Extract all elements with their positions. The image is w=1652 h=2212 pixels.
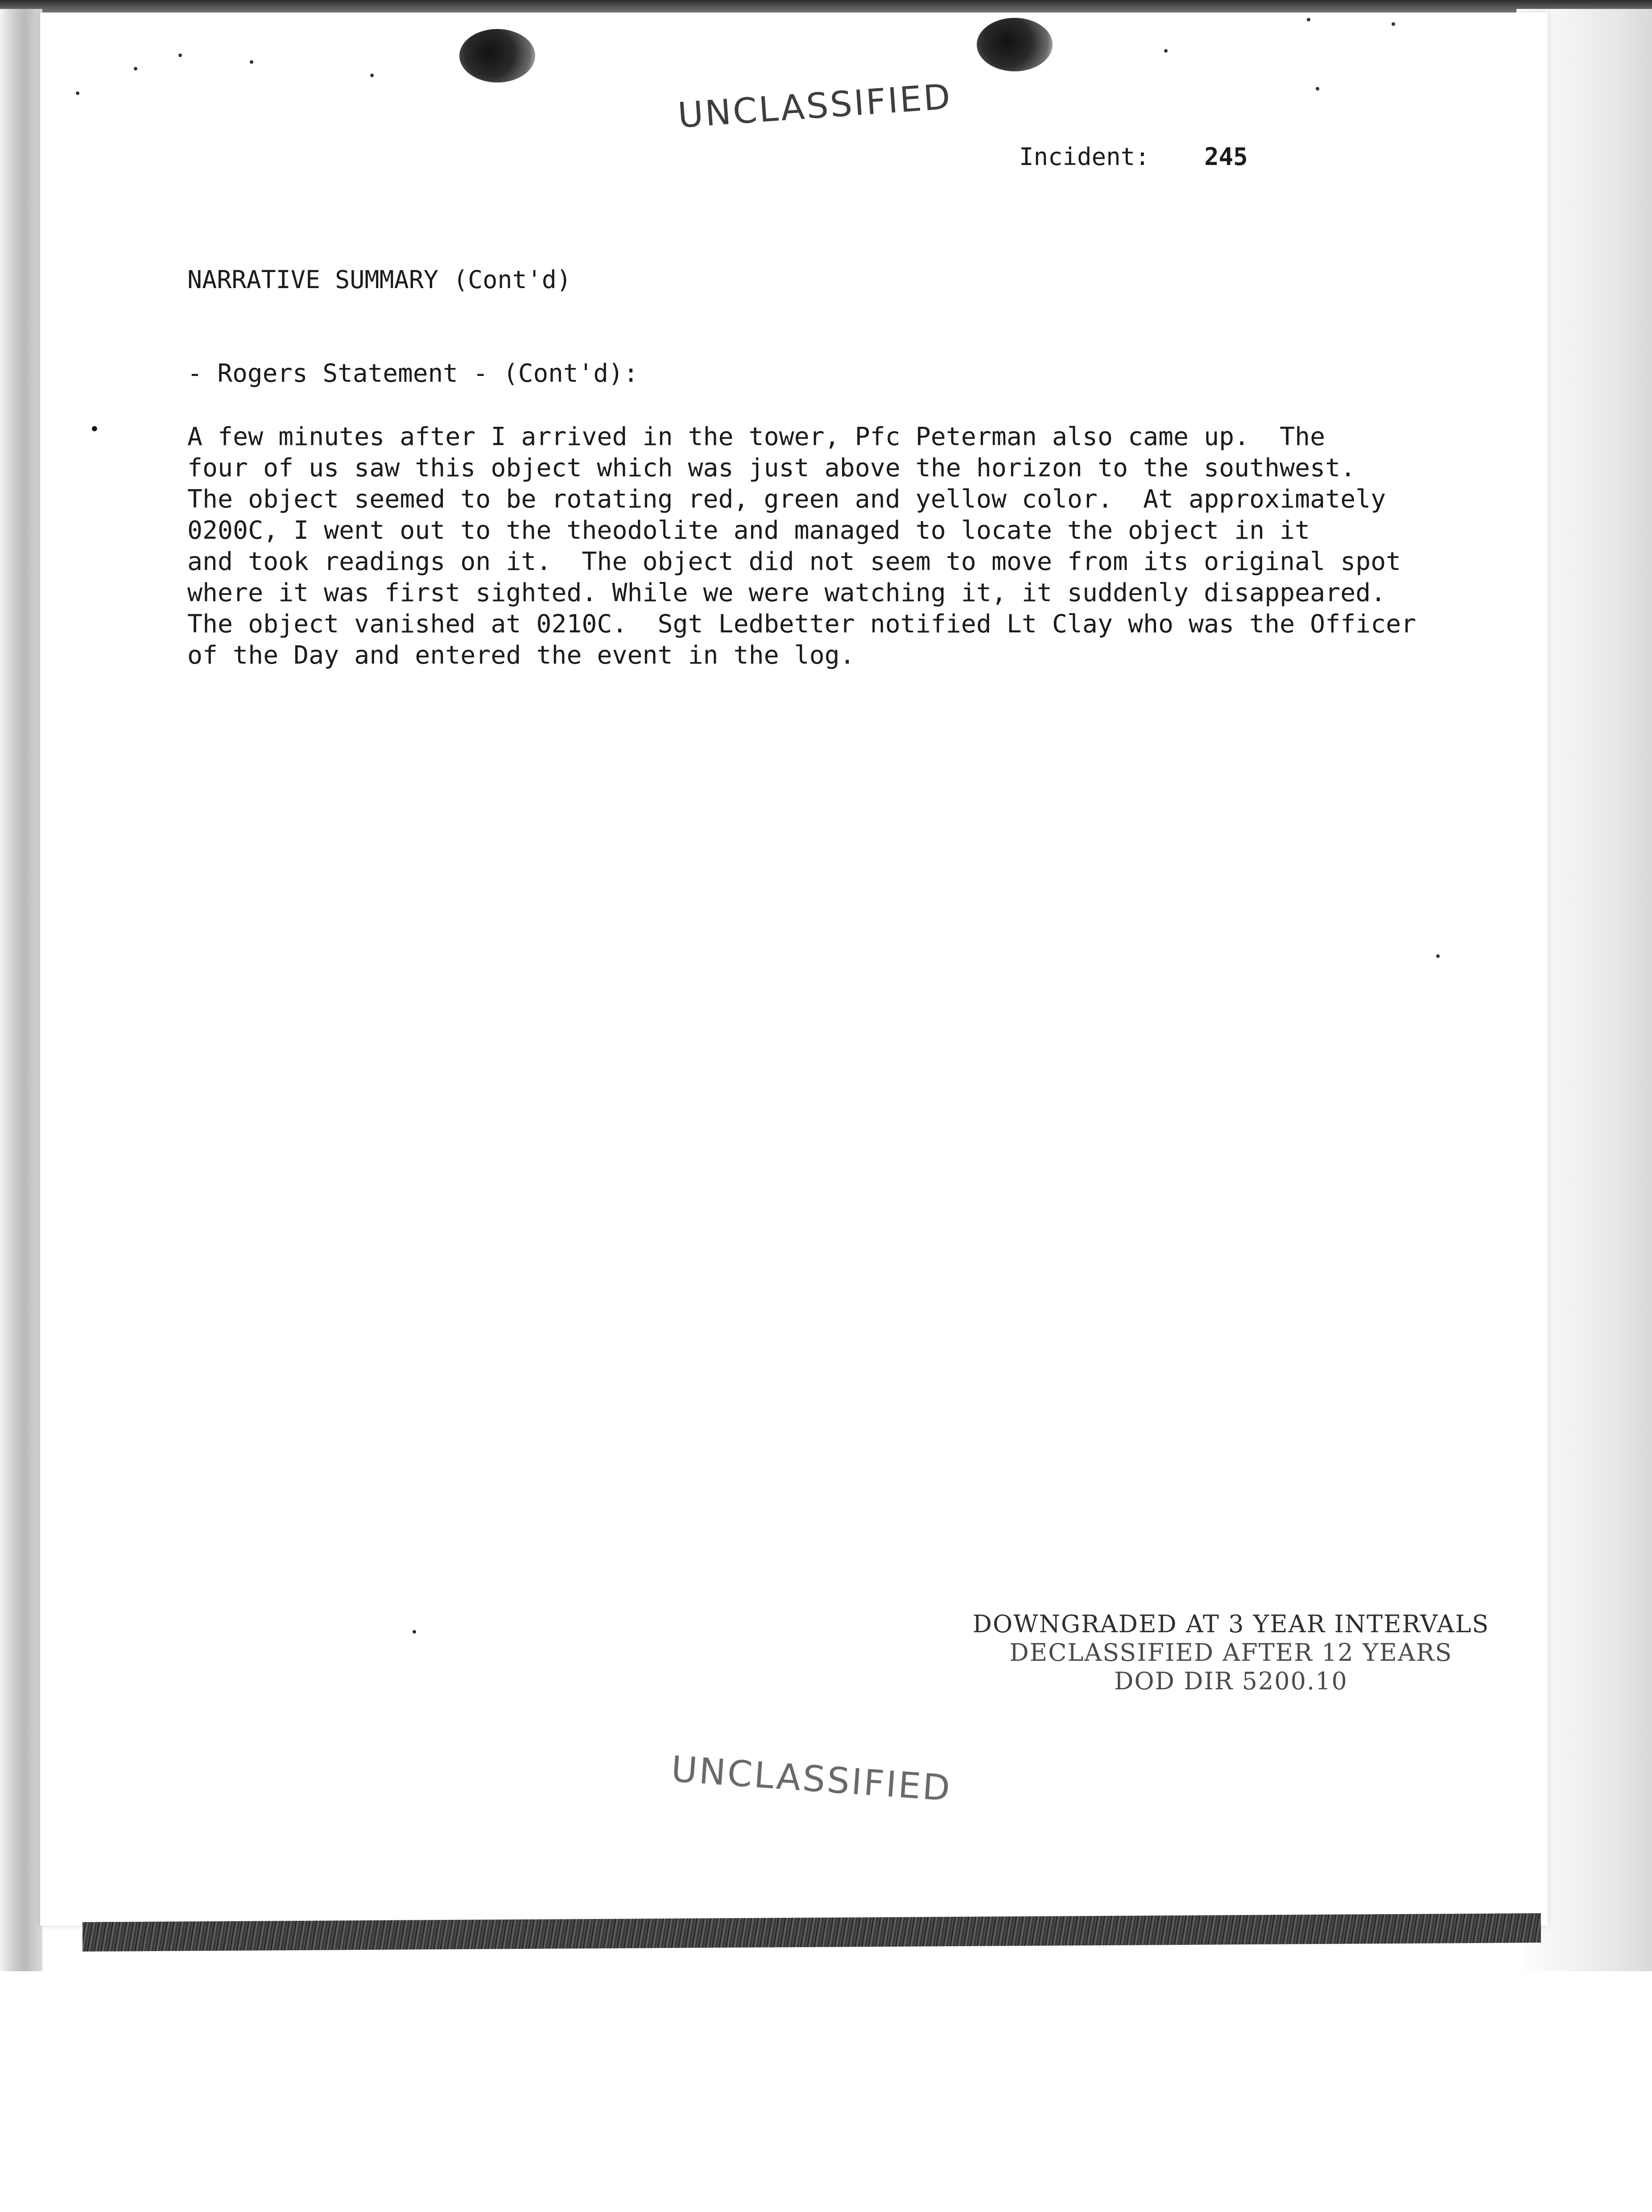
statement-body	[187, 421, 1516, 671]
statement-subheading: - Rogers Statement - (Cont'd):	[187, 359, 639, 388]
incident-label: Incident:	[1019, 143, 1150, 171]
narrative-summary-heading: NARRATIVE SUMMARY (Cont'd)	[187, 265, 571, 294]
body-line: and took readings on it. The object did not seem to move from its original spot	[187, 547, 1401, 576]
incident-reference	[1019, 143, 1248, 171]
margin-mark: •	[89, 419, 100, 440]
body-line: The object seemed to be rotating red, green and yellow color. At approximately	[187, 485, 1386, 514]
downgrade-line: DOWNGRADED AT 3 YEAR INTERVALS	[972, 1610, 1490, 1638]
body-line: The object vanished at 0210C. Sgt Ledbetter notified Lt Clay who was the Officer	[187, 610, 1417, 639]
dust-speck	[370, 74, 374, 77]
dust-speck	[1392, 22, 1395, 26]
body-line: where it was first sighted. While we were watching it, it suddenly disappeared.	[187, 578, 1386, 607]
directive-line: DOD DIR 5200.10	[1114, 1667, 1348, 1695]
body-line: of the Day and entered the event in the log.	[187, 641, 855, 670]
dust-speck	[178, 54, 182, 57]
scan-edge-top	[0, 0, 1652, 12]
declassification-stamp	[941, 1610, 1521, 1696]
dust-speck	[134, 67, 137, 70]
dust-speck	[1316, 87, 1319, 91]
classification-stamp-bottom: UNCLASSIFIED	[669, 1748, 954, 1809]
punch-hole-right	[977, 18, 1053, 71]
body-line: A few minutes after I arrived in the tower, Pfc Peterman also came up. The	[187, 422, 1326, 451]
scan-edge-left	[0, 9, 42, 1971]
dust-speck	[1164, 49, 1168, 53]
dust-speck	[76, 91, 79, 95]
declassified-line: DECLASSIFIED AFTER 12 YEARS	[1009, 1638, 1453, 1667]
dust-speck	[413, 1630, 416, 1634]
classification-stamp-top: UNCLASSIFIED	[676, 77, 954, 136]
dust-speck	[1436, 954, 1440, 958]
body-line: four of us saw this object which was just above the horizon to the southwest.	[187, 454, 1356, 483]
dust-speck	[1307, 18, 1310, 21]
incident-number: 245	[1204, 143, 1248, 171]
body-line: 0200C, I went out to the theodolite and managed to locate the object in it	[187, 516, 1310, 545]
dust-speck	[250, 60, 253, 64]
punch-hole-left	[459, 29, 535, 83]
